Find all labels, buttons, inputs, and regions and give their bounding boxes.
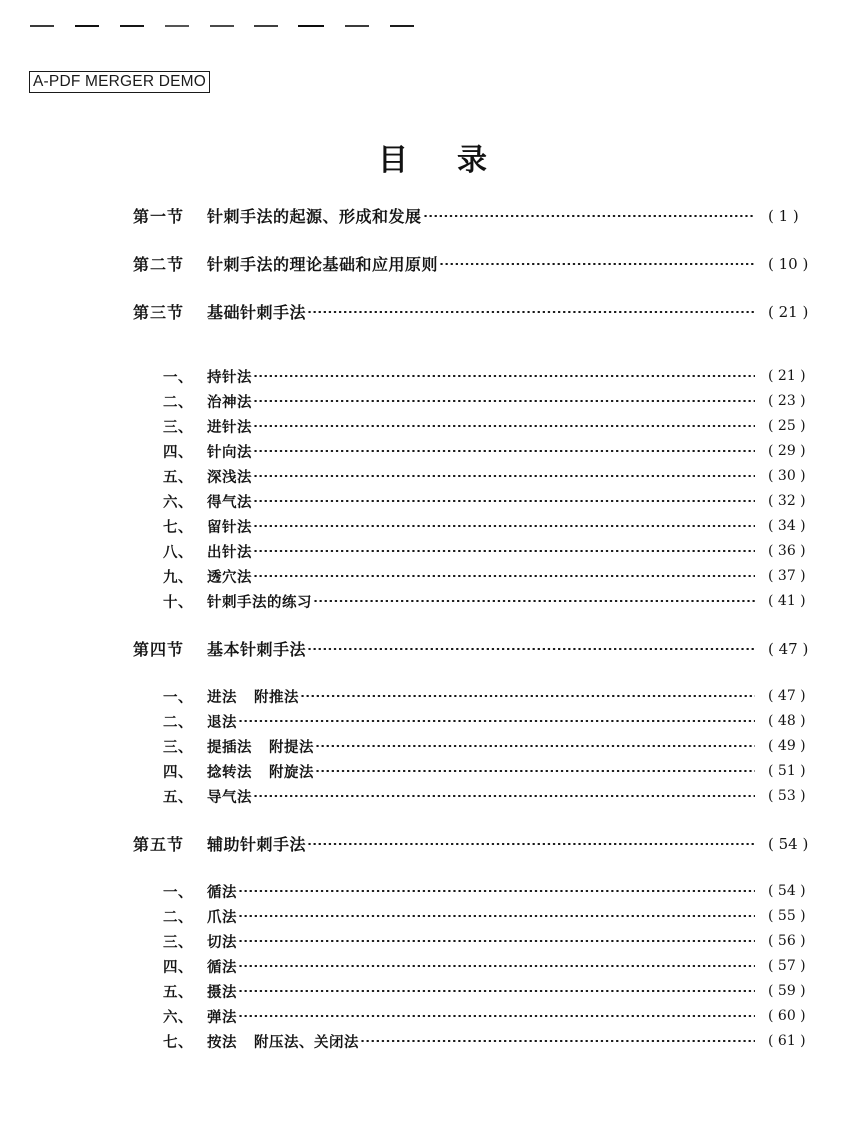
dash-segment — [254, 25, 278, 27]
page-title-char-right: 录 — [457, 143, 488, 178]
dash-segment — [30, 25, 54, 27]
toc-entry-title: 导气法 — [207, 788, 252, 806]
toc-item-entry[interactable] — [0, 762, 866, 782]
dash-segment — [120, 25, 144, 27]
toc-dot-leader — [253, 567, 755, 582]
toc-item-entry[interactable] — [0, 392, 866, 412]
toc-section-entry[interactable] — [0, 254, 866, 275]
toc-entry-label: 六、 — [163, 493, 193, 511]
toc-item-entry[interactable] — [0, 712, 866, 732]
toc-page-number: ( 54 ) — [768, 883, 806, 899]
toc-item-entry[interactable] — [0, 957, 866, 977]
toc-dot-leader — [253, 517, 755, 532]
toc-dot-leader — [423, 206, 755, 222]
toc-entry-label: 一、 — [163, 688, 193, 706]
toc-dot-leader — [253, 542, 755, 557]
dash-segment — [210, 25, 234, 27]
dash-segment — [75, 25, 99, 27]
toc-page-number: ( 53 ) — [768, 788, 806, 804]
toc-item-entry[interactable] — [0, 517, 866, 537]
toc-page-number: ( 23 ) — [768, 393, 806, 409]
toc-item-entry[interactable] — [0, 982, 866, 1002]
toc-item-entry[interactable] — [0, 787, 866, 807]
toc-item-entry[interactable] — [0, 592, 866, 612]
toc-page-number: ( 37 ) — [768, 568, 806, 584]
toc-section-entry[interactable] — [0, 206, 866, 227]
toc-entry-title: 切法 — [207, 933, 237, 951]
toc-page-number: ( 47 ) — [768, 640, 809, 658]
toc-item-entry[interactable] — [0, 467, 866, 487]
toc-section-entry[interactable] — [0, 834, 866, 855]
toc-item-entry[interactable] — [0, 417, 866, 437]
toc-entry-annotation: 附提法 — [269, 738, 314, 756]
toc-item-entry[interactable] — [0, 882, 866, 902]
dash-segment — [298, 25, 324, 27]
toc-entry-label: 第三节 — [133, 303, 185, 322]
toc-entry-title: 进法 — [207, 688, 237, 706]
toc-entry-label: 第一节 — [133, 207, 185, 226]
toc-dot-leader — [300, 687, 755, 702]
toc-page-number: ( 30 ) — [768, 468, 806, 484]
toc-dot-leader — [315, 762, 755, 777]
toc-item-entry[interactable] — [0, 1032, 866, 1052]
toc-dot-leader — [238, 1007, 755, 1022]
toc-entry-label: 一、 — [163, 883, 193, 901]
toc-page-number: ( 48 ) — [768, 713, 806, 729]
toc-page-number: ( 32 ) — [768, 493, 806, 509]
toc-dot-leader — [253, 392, 755, 407]
toc-dot-leader — [307, 834, 755, 850]
toc-dot-leader — [238, 712, 755, 727]
toc-group-spacer — [0, 350, 866, 367]
page-title-char-left: 目 — [378, 143, 409, 178]
toc-page-number: ( 25 ) — [768, 418, 806, 434]
toc-entry-label: 第二节 — [133, 255, 185, 274]
toc-entry-title: 爪法 — [207, 908, 237, 926]
toc-dot-leader — [307, 302, 755, 318]
toc-dot-leader — [315, 737, 755, 752]
toc-entry-label: 四、 — [163, 958, 193, 976]
toc-entry-title: 深浅法 — [207, 468, 252, 486]
toc-entry-label: 第四节 — [133, 640, 185, 659]
toc-dot-leader — [238, 907, 755, 922]
toc-page-number: ( 47 ) — [768, 688, 806, 704]
dash-segment — [345, 25, 369, 27]
toc-entry-title: 透穴法 — [207, 568, 252, 586]
toc-item-entry[interactable] — [0, 1007, 866, 1027]
toc-entry-label: 二、 — [163, 393, 193, 411]
toc-entry-title: 治神法 — [207, 393, 252, 411]
page-title — [0, 143, 866, 179]
toc-entry-label: 五、 — [163, 983, 193, 1001]
toc-page-number: ( 49 ) — [768, 738, 806, 754]
toc-entry-title: 提插法 — [207, 738, 252, 756]
toc-entry-title: 针刺手法的练习 — [207, 593, 312, 611]
toc-entry-title: 按法 — [207, 1033, 237, 1051]
toc-item-entry[interactable] — [0, 737, 866, 757]
toc-entry-title: 留针法 — [207, 518, 252, 536]
a-pdf-merger-demo-watermark: A-PDF MERGER DEMO — [29, 71, 210, 93]
toc-dot-leader — [253, 492, 755, 507]
toc-dot-leader — [238, 982, 755, 997]
toc-item-entry[interactable] — [0, 492, 866, 512]
toc-entry-label: 七、 — [163, 518, 193, 536]
toc-page-number: ( 21 ) — [768, 303, 809, 321]
toc-entry-label: 九、 — [163, 568, 193, 586]
toc-page-number: ( 60 ) — [768, 1008, 806, 1024]
toc-dot-leader — [238, 882, 755, 897]
toc-dot-leader — [253, 467, 755, 482]
toc-page-number: ( 29 ) — [768, 443, 806, 459]
table-of-contents — [0, 206, 866, 1057]
toc-section-entry[interactable] — [0, 302, 866, 323]
toc-entry-label: 三、 — [163, 738, 193, 756]
toc-entry-title: 得气法 — [207, 493, 252, 511]
toc-entry-label: 一、 — [163, 368, 193, 386]
top-dashed-rule — [30, 22, 440, 32]
dash-segment — [390, 25, 414, 27]
toc-entry-title: 弹法 — [207, 1008, 237, 1026]
toc-item-entry[interactable] — [0, 932, 866, 952]
toc-entry-annotation: 附推法 — [254, 688, 299, 706]
toc-page-number: ( 56 ) — [768, 933, 806, 949]
toc-entry-label: 第五节 — [133, 835, 185, 854]
toc-group-spacer — [0, 617, 866, 639]
toc-page-number: ( 57 ) — [768, 958, 806, 974]
toc-dot-leader — [238, 957, 755, 972]
toc-section-entry[interactable] — [0, 639, 866, 660]
toc-page-number: ( 34 ) — [768, 518, 806, 534]
toc-entry-title: 退法 — [207, 713, 237, 731]
toc-entry-label: 二、 — [163, 908, 193, 926]
toc-page-number: ( 55 ) — [768, 908, 806, 924]
toc-dot-leader — [360, 1032, 755, 1047]
toc-page-number: ( 1 ) — [768, 207, 799, 225]
dash-segment — [165, 25, 189, 27]
toc-entry-label: 五、 — [163, 788, 193, 806]
toc-item-entry[interactable] — [0, 907, 866, 927]
toc-entry-title: 辅助针刺手法 — [207, 835, 307, 854]
toc-entry-label: 十、 — [163, 593, 193, 611]
toc-entry-title: 基础针刺手法 — [207, 303, 307, 322]
toc-entry-annotation: 附旋法 — [269, 763, 314, 781]
toc-page-number: ( 10 ) — [768, 255, 809, 273]
toc-entry-label: 三、 — [163, 418, 193, 436]
toc-dot-leader — [253, 787, 755, 802]
toc-entry-title: 出针法 — [207, 543, 252, 561]
toc-entry-title: 循法 — [207, 958, 237, 976]
toc-group-spacer — [0, 812, 866, 834]
toc-item-entry[interactable] — [0, 687, 866, 707]
toc-entry-title: 摄法 — [207, 983, 237, 1001]
toc-entry-label: 三、 — [163, 933, 193, 951]
toc-dot-leader — [253, 442, 755, 457]
toc-entry-label: 二、 — [163, 713, 193, 731]
toc-item-entry[interactable] — [0, 542, 866, 562]
toc-entry-label: 四、 — [163, 763, 193, 781]
toc-item-entry[interactable] — [0, 367, 866, 387]
toc-page-number: ( 41 ) — [768, 593, 806, 609]
toc-item-entry[interactable] — [0, 442, 866, 462]
toc-dot-leader — [253, 417, 755, 432]
toc-page-number: ( 51 ) — [768, 763, 806, 779]
toc-entry-label: 五、 — [163, 468, 193, 486]
toc-entry-annotation: 附压法、关闭法 — [254, 1033, 359, 1051]
toc-page-number: ( 36 ) — [768, 543, 806, 559]
toc-dot-leader — [238, 932, 755, 947]
toc-dot-leader — [313, 592, 755, 607]
toc-dot-leader — [439, 254, 755, 270]
toc-entry-title: 基本针刺手法 — [207, 640, 307, 659]
toc-entry-label: 八、 — [163, 543, 193, 561]
toc-entry-label: 七、 — [163, 1033, 193, 1051]
toc-page-number: ( 21 ) — [768, 368, 806, 384]
toc-entry-title: 针刺手法的理论基础和应用原则 — [207, 255, 439, 274]
toc-page-number: ( 54 ) — [768, 835, 809, 853]
toc-page-number: ( 59 ) — [768, 983, 806, 999]
toc-entry-label: 四、 — [163, 443, 193, 461]
toc-page-number: ( 61 ) — [768, 1033, 806, 1049]
toc-entry-label: 六、 — [163, 1008, 193, 1026]
toc-dot-leader — [253, 367, 755, 382]
toc-entry-title: 进针法 — [207, 418, 252, 436]
toc-entry-title: 循法 — [207, 883, 237, 901]
toc-entry-title: 针刺手法的起源、形成和发展 — [207, 207, 422, 226]
toc-dot-leader — [307, 639, 755, 655]
toc-entry-title: 持针法 — [207, 368, 252, 386]
toc-entry-title: 针向法 — [207, 443, 252, 461]
toc-item-entry[interactable] — [0, 567, 866, 587]
toc-entry-title: 捻转法 — [207, 763, 252, 781]
